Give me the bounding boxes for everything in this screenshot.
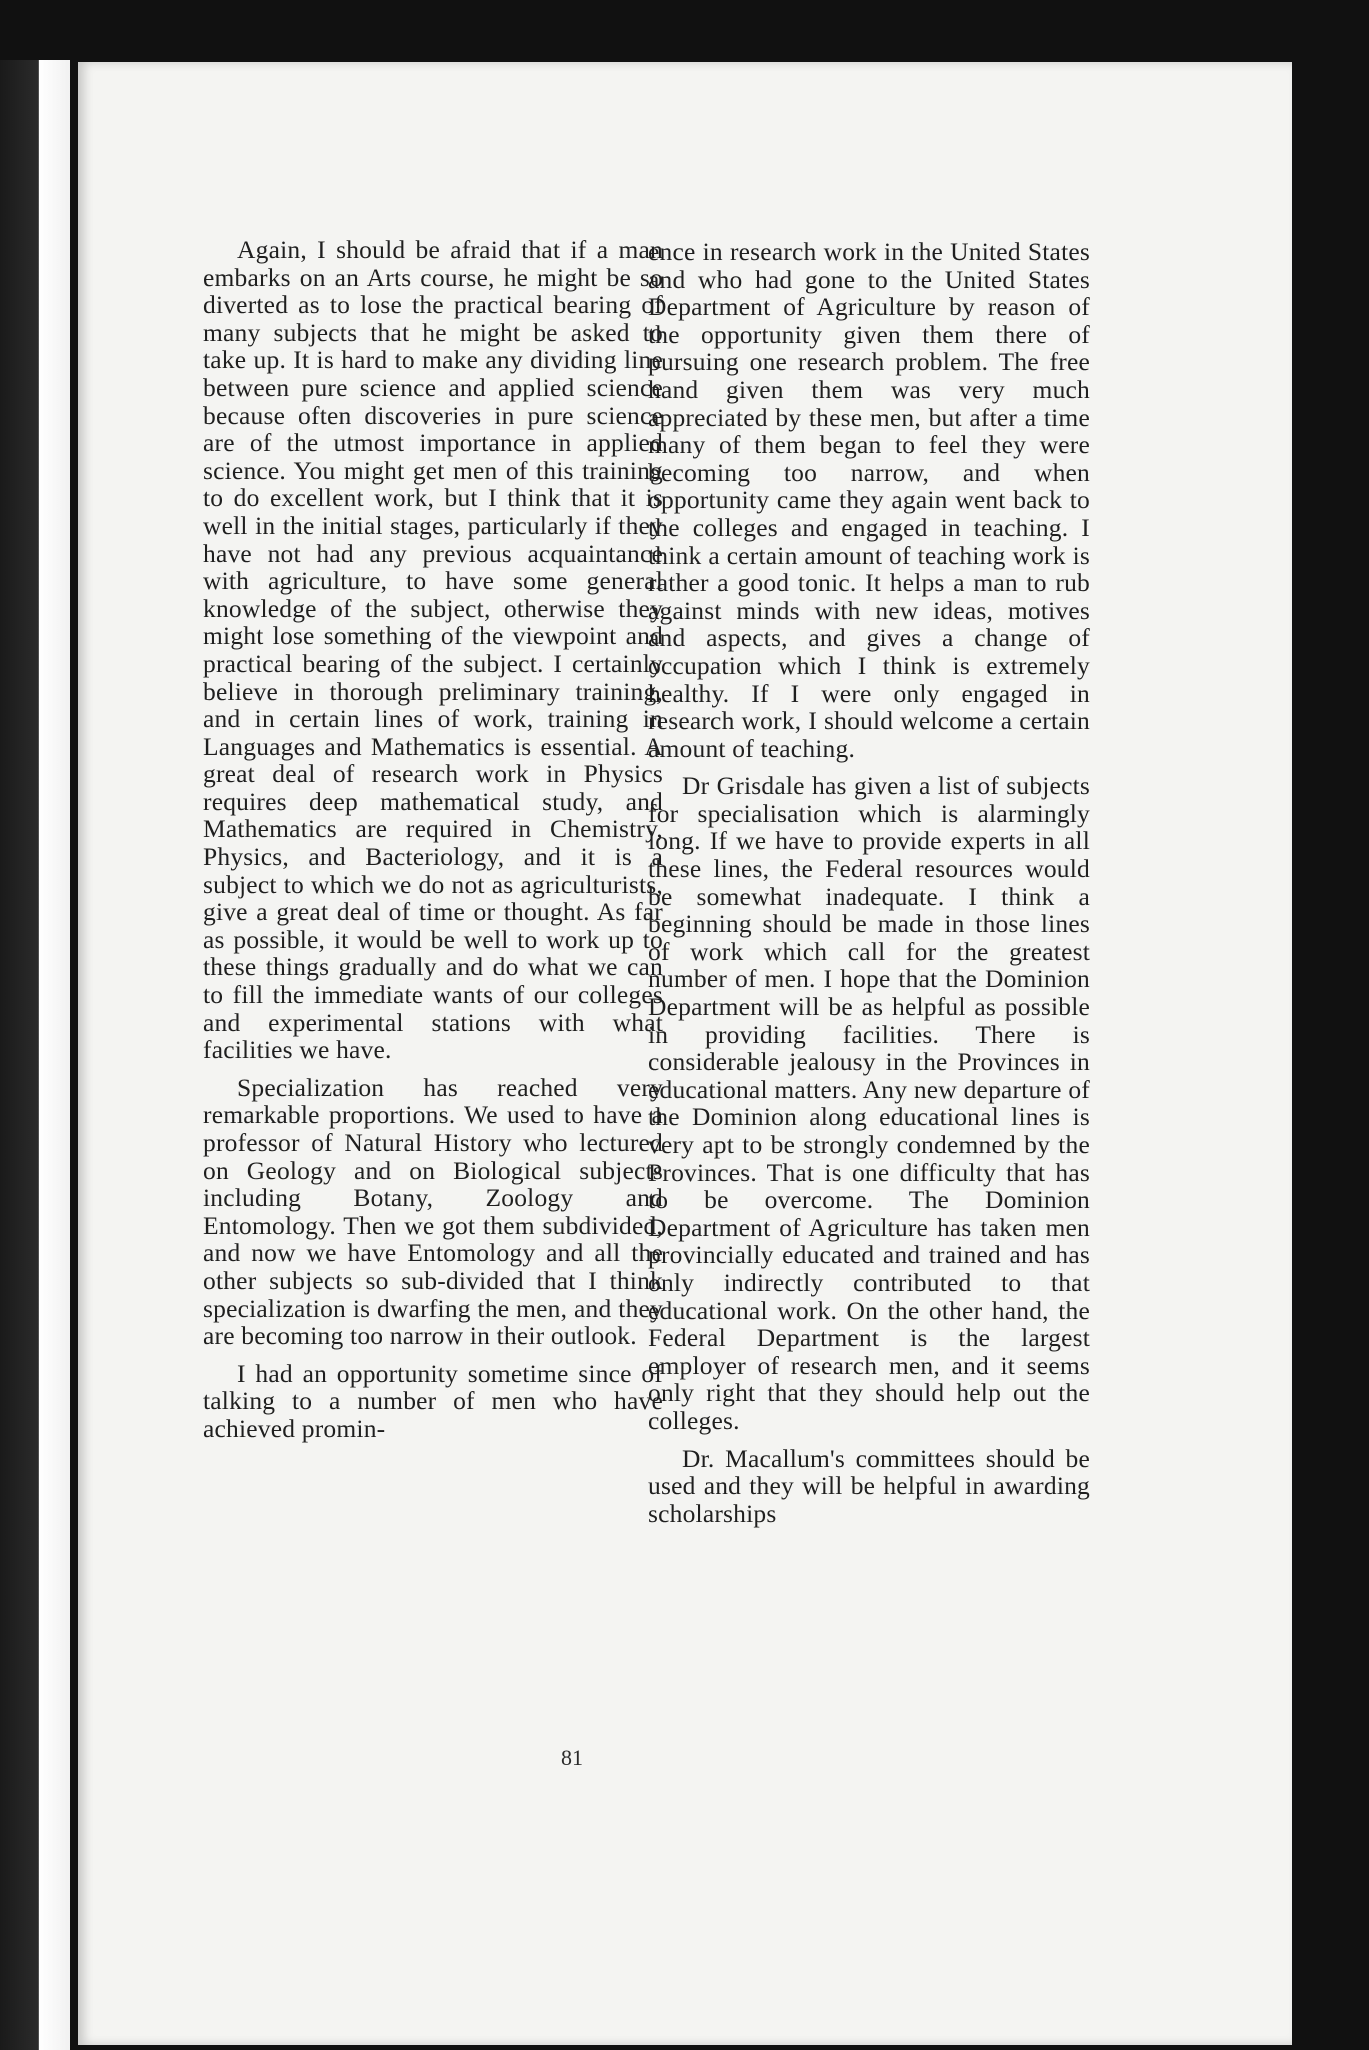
paragraph: Specialization has reached very remarkable proportions. We used to have a professor of Natural History who lectured on Geology and on Biological subjects including Botany, Zoology and Entomology. Then we got them subdivided, and now we have Entomology and all the other subjects so sub-divided that I think specialization is dwarfing the men, and they are becoming too narrow in their outlook. xyxy=(203,1072,663,1351)
right-column xyxy=(648,238,1090,1537)
paragraph: Dr. Macallum's committees should be used and they will be helpful in awarding scholarships xyxy=(648,1443,1090,1528)
paragraph: Again, I should be afraid that if a man embarks on an Arts course, he might be so diverted as to lose the practical bearing of many subjects that he might be asked to take up. It is hard to make any dividing line between pure science and applied science because often discoveries in pure science are of the utmost importance in applied science. You might get men of this training to do excellent work, but I think that it is well in the initial stages, particularly if they have not had any previous acquaintance with agriculture, to have some general knowledge of the subject, otherwise they might lose something of the viewpoint and practical bearing of the subject. I certainly believe in thorough preliminary training, and in certain lines of work, training in Languages and Mathematics is essential. A great deal of research work in Physics requires deep mathematical study, and Mathematics are required in Chemistry, Physics, and Bacteriology, and it is a subject to which we do not as agriculturists, give a great deal of time or thought. As far as possible, it would be well to work up to these things gradually and do what we can to fill the immediate wants of our colleges and experimental stations with what facilities we have. xyxy=(203,235,663,1065)
paragraph: Dr Grisdale has given a list of subjects for specialisation which is alarmingly long. If we have to provide experts in all these lines, the Federal resources would be somewhat inadequate. I think a beginning should be made in those lines of work which call for the greatest number of men. I hope that the Dominion Department will be as helpful as possible in providing facilities. There is considerable jealousy in the Provinces in educational matters. Any new departure of the Dominion along educational lines is very apt to be strongly condemned by the Provinces. That is one difficulty that has to be overcome. The Dominion Department of Agriculture has taken men provincially educated and trained and has only indirectly contributed to that educational work. On the other hand, the Federal Department is the largest employer of research men, and it seems only right that they should help out the colleges. xyxy=(648,771,1090,1435)
paragraph: I had an opportunity sometime since of talking to a number of men who have achieved promin- xyxy=(203,1358,663,1443)
document-page xyxy=(78,62,1292,2045)
page-number: 81 xyxy=(561,1745,583,1770)
adjacent-page-edge xyxy=(0,60,70,2050)
paragraph-continued: ence in research work in the United States and who had gone to the United States Department of Agriculture by reason of the opportunity given them there of pursuing one research problem. The free hand given them was very much appreciated by these men, but after a time many of them began to feel they were becoming too narrow, and when opportunity came they again went back to the colleges and engaged in teaching. I think a certain amount of teaching work is rather a good tonic. It helps a man to rub against minds with new ideas, motives and aspects, and gives a change of occupation which I think is extremely healthy. If I were only engaged in research work, I should welcome a certain amount of teaching. xyxy=(648,237,1090,763)
left-column xyxy=(203,236,663,1453)
